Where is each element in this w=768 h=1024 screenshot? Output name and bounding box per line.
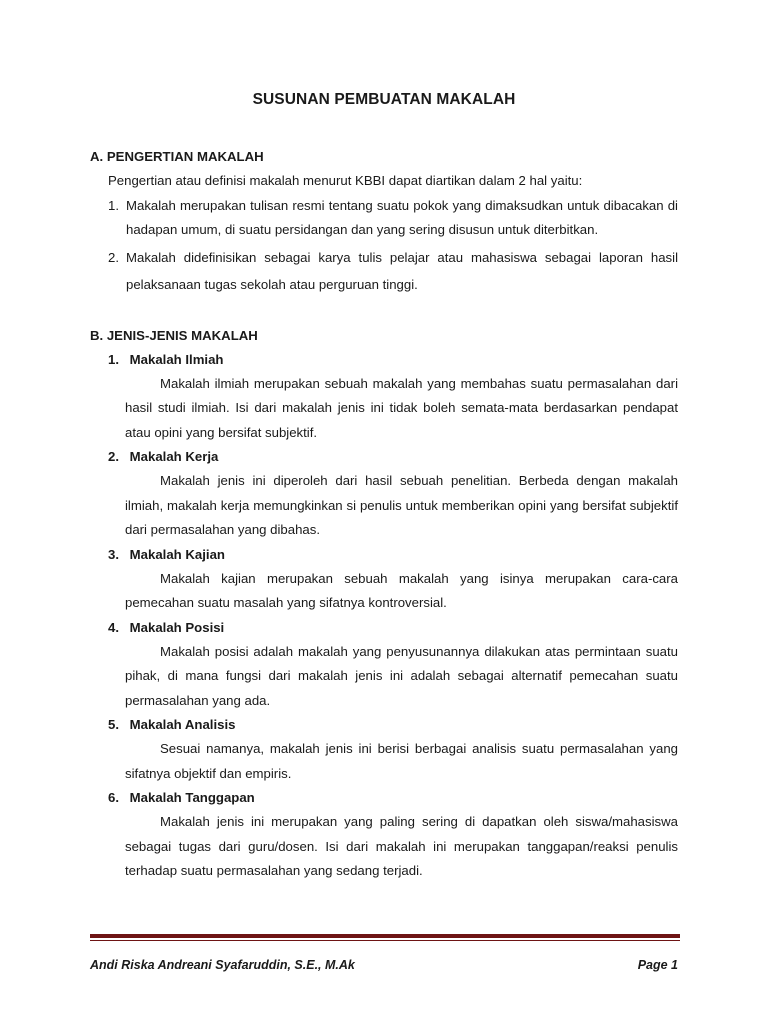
section-b [90,324,678,884]
type-name: Makalah Analisis [129,717,236,732]
type-heading [108,616,678,640]
definition-item-2 [90,244,678,298]
type-heading [108,348,678,372]
document-body [90,145,678,884]
footer-divider-thin [90,940,680,941]
type-item-5 [90,713,678,786]
type-description: Makalah ilmiah merupakan sebuah makalah yang membahas suatu permasalahan dari hasil studi ilmiah. Isi dari makalah jenis ini tidak boleh semata-mata berdasarkan pendapat atau opini yang bersifat subjektif. [125,375,678,440]
footer-author: Andi Riska Andreani Syafaruddin, S.E., M.Ak [90,958,355,972]
type-heading [108,713,678,737]
type-heading [108,543,678,567]
type-description: Makalah jenis ini diperoleh dari hasil sebuah penelitian. Berbeda dengan makalah ilmiah, makalah kerja memungkinkan si penulis untuk memberikan opini yang bersifat subjektif dari permasalahan yang dibahas. [125,473,678,537]
definition-text: Makalah merupakan tulisan resmi tentang suatu pokok yang dimaksudkan untuk dibacakan di hadapan umum, di suatu persidangan dan yang sering disusun untuk diterbitkan. [126,197,678,237]
type-number: 3. [108,546,119,562]
type-item-6 [90,786,678,884]
type-item-1 [90,348,678,446]
type-description: Makalah posisi adalah makalah yang penyusunannya dilakukan atas permintaan suatu pihak, di mana fungsi dari makalah jenis ini adalah sebagai alternatif pemecahan suatu permasalahan yang ada. [125,643,678,708]
type-name: Makalah Posisi [129,619,225,635]
section-b-heading: B. JENIS-JENIS MAKALAH [90,327,258,343]
footer-page-number: Page 1 [637,958,678,972]
definition-text: Makalah didefinisikan sebagai karya tulis pelajar atau mahasiswa sebagai laporan hasil pelaksanaan tugas sekolah atau perguruan tinggi. [126,249,678,292]
type-name: Makalah Ilmiah [129,351,224,367]
page-title: SUSUNAN PEMBUATAN MAKALAH [252,91,516,108]
type-number: 4. [108,619,119,635]
definition-number: 2. [108,249,119,265]
type-heading [108,445,678,469]
type-item-2 [90,445,678,543]
type-item-3 [90,543,678,616]
type-item-4 [90,616,678,714]
footer-divider-thick [90,934,680,938]
type-number: 2. [108,449,119,464]
type-description: Makalah kajian merupakan sebuah makalah yang isinya merupakan cara-cara pemecahan suatu masalah yang sifatnya kontroversial. [125,570,678,610]
type-number: 5. [108,717,119,732]
type-name: Makalah Kerja [129,449,219,464]
type-description: Makalah jenis ini merupakan yang paling sering di dapatkan oleh siswa/mahasiswa sebagai tugas dari guru/dosen. Isi dari makalah ini merupakan tanggapan/reaksi penulis terhadap suatu permasalahan yang sedang terjadi. [125,814,678,878]
type-description: Sesuai namanya, makalah jenis ini berisi berbagai analisis suatu permasalahan yang sifatnya objektif dan empiris. [125,741,678,781]
type-heading [108,786,678,810]
type-number: 6. [108,790,119,805]
definition-item-1 [90,194,678,243]
type-name: Makalah Tanggapan [129,790,255,805]
definition-list [90,194,678,298]
type-name: Makalah Kajian [129,546,225,562]
section-a [90,145,678,298]
section-a-intro: Pengertian atau definisi makalah menurut KBBI dapat diartikan dalam 2 hal yaitu: [108,173,583,188]
type-number: 1. [108,351,119,367]
definition-number: 1. [108,197,119,213]
section-a-heading: A. PENGERTIAN MAKALAH [90,149,264,164]
footer-divider [90,934,680,941]
